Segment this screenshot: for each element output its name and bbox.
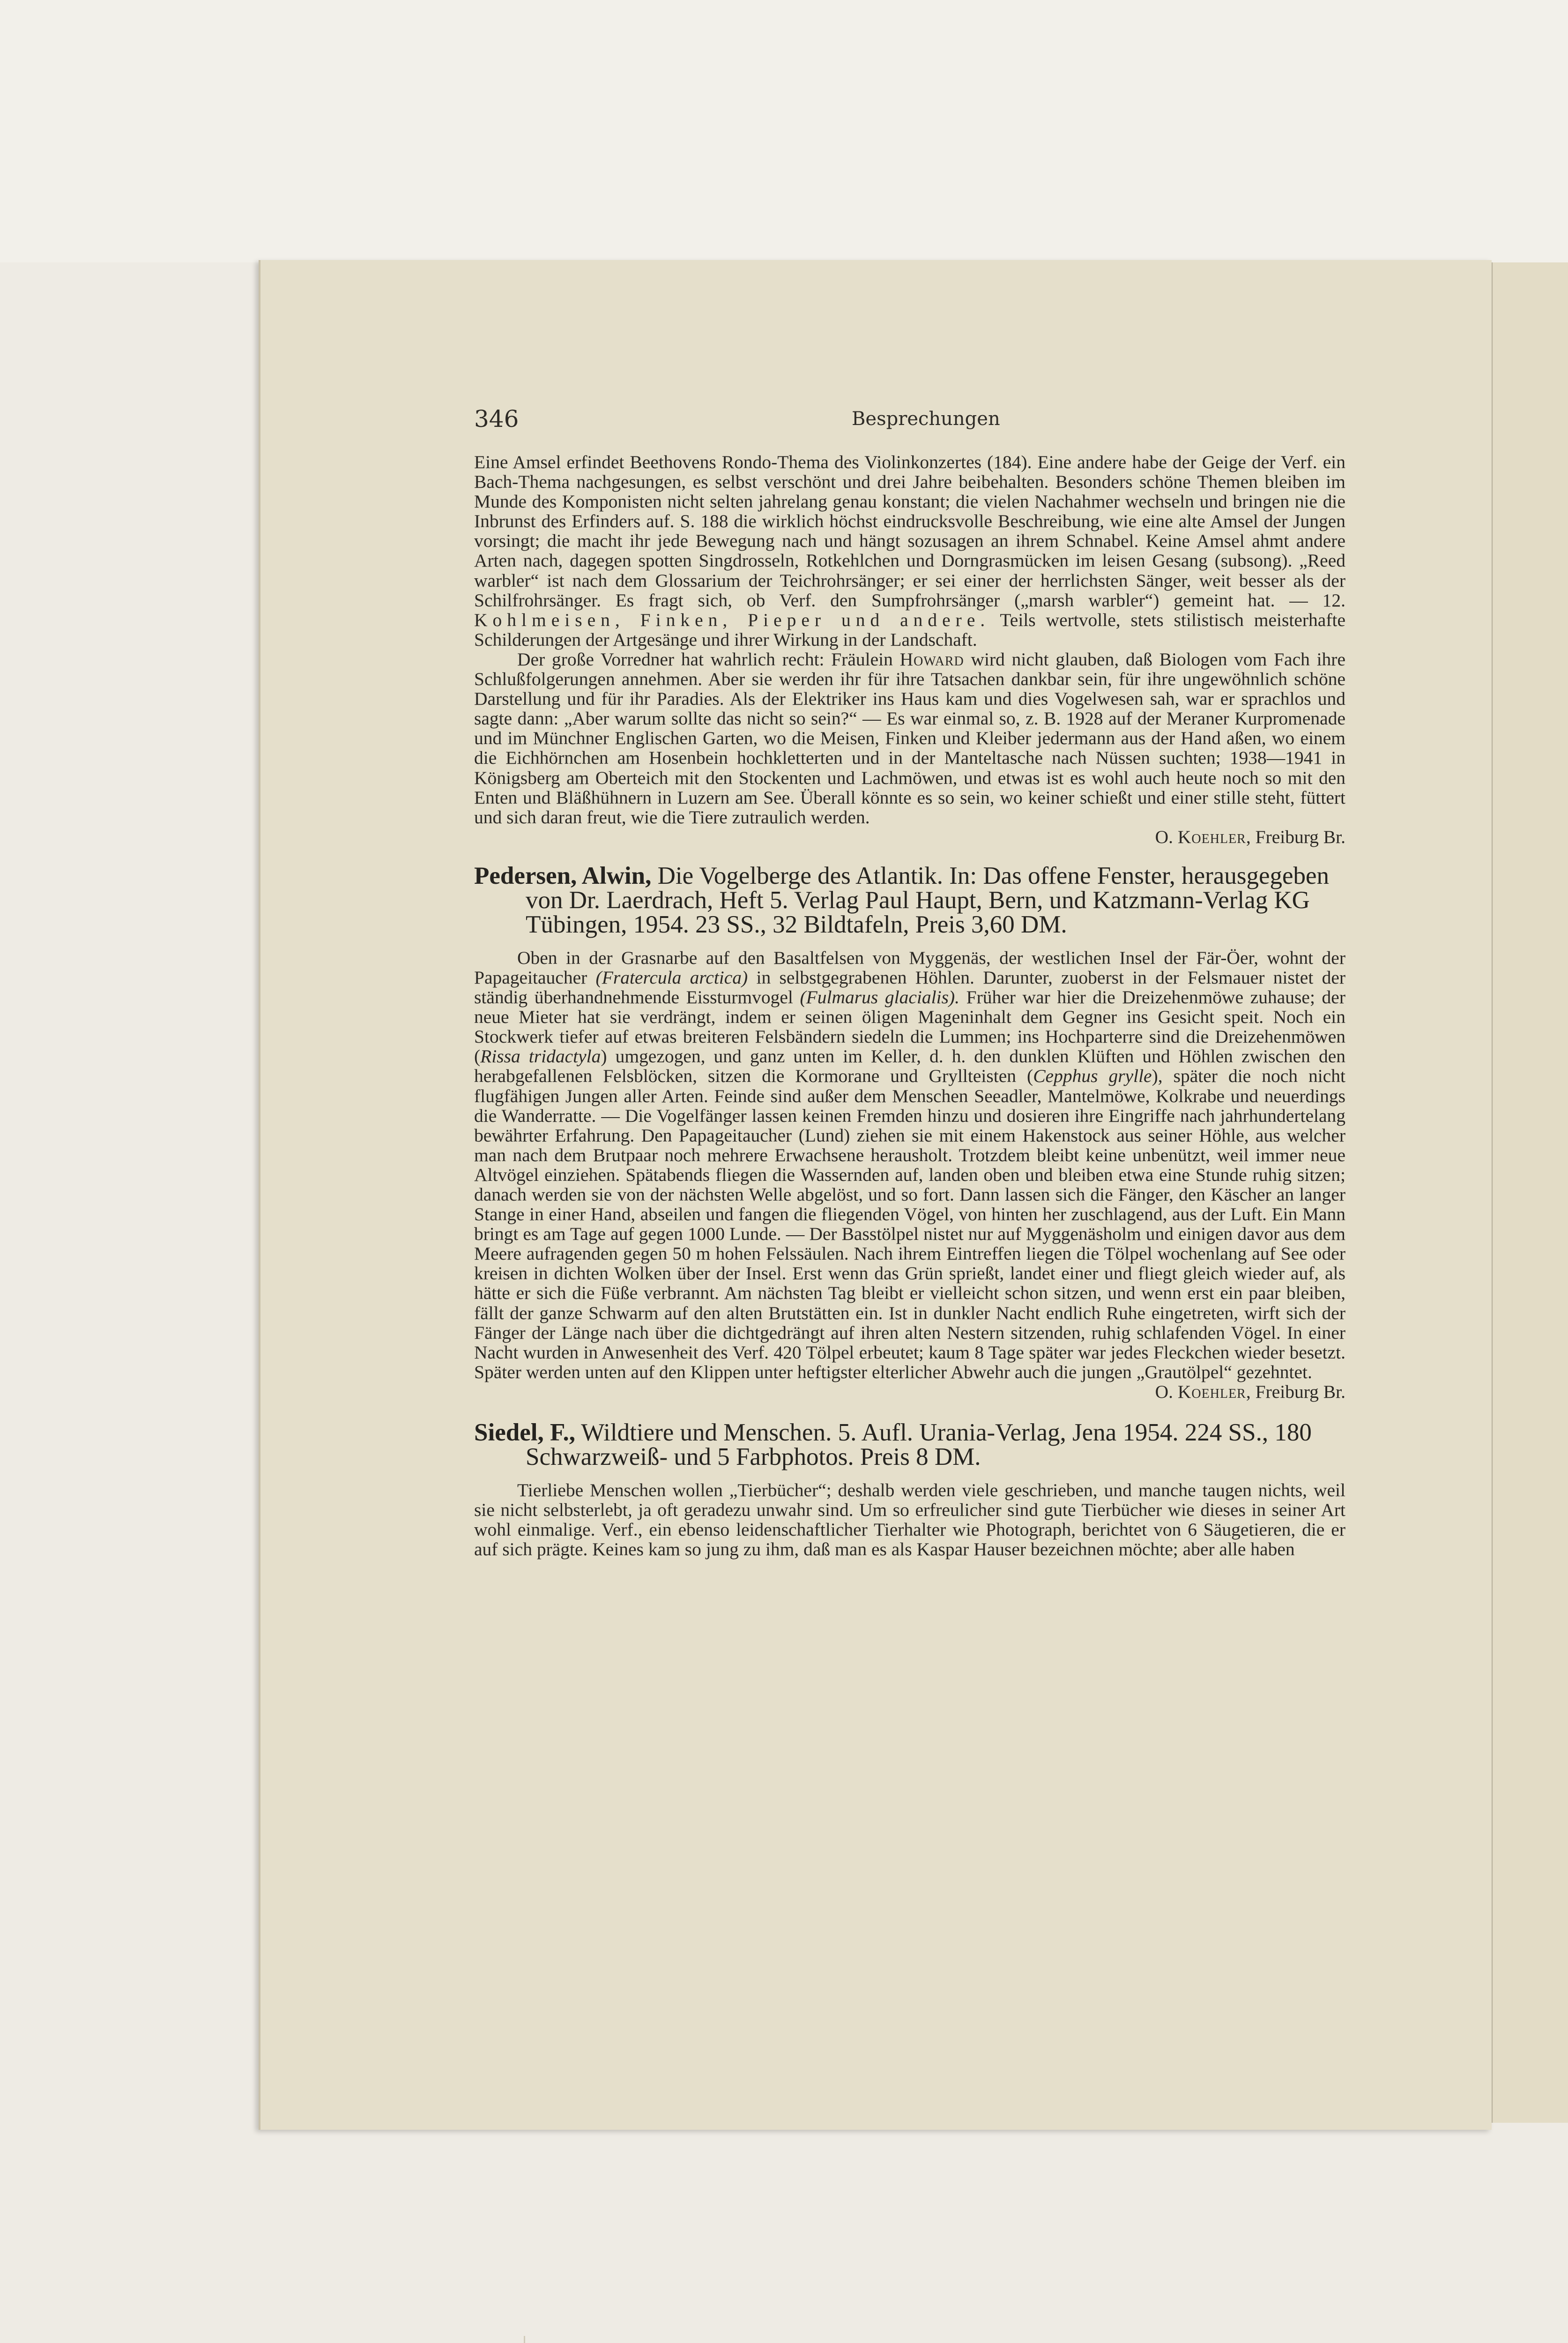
review3-author: Siedel, F., [474,1419,575,1447]
text-run: Der große Vorredner hat wahrlich recht: Fräulein [517,649,900,670]
reviewer-place: , Freiburg Br. [1246,826,1345,847]
text-run: ), später die noch nicht flugfähigen Jungen aller Arten. Feinde sind außer dem Menschen Seeadler, Mantelmöwe, Kolkrabe und neuerdings die Wanderratte. — Die Vogelfänger lassen keinen Fremden hinzu und dosieren ihre Eingriffe nach jahrhundertelang bewährter Erfahrung. Den Papageitaucher (Lund) ziehen sie mit einem Hakenstock aus seiner Höhle, aus welcher man nach dem Brutpaar noch mehrere Erwachsene herausholt. Trotzdem bleibt keine unbenützt, weil immer neue Altvögel einziehen. Spätabends fliegen die Wassernden auf, landen oben und bleiben etwa eine Stunde ruhig sitzen; danach werden sie von der nächsten Welle abgelöst, und so fort. Dann lassen sich die Fänger, den Käscher an langer Stange in einer Hand, abseilen und fangen die fliegenden Vögel, von hinten her zuschlagend, aus der Luft. Ein Mann bringt es am Tage auf gegen 1000 Lunde. — Der Basstölpel nistet nur auf Myggenäsholm und einigen davor aus dem Meere aufragenden gegen 50 m hohen Felssäulen. Nach ihrem Eintreffen liegen die Tölpel wochenlang auf See oder kreisen in dichten Wolken über der Insel. Erst wenn das Grün sprießt, landet einer und fliegt gleich wieder auf, als hätte er sich die Füße verbrannt. Am nächsten Tag bleibt er vielleicht schon sitzen, und wenn erst ein paar bleiben, fällt der ganze Schwarm auf den alten Brutstätten ein. Ist in dunkler Nacht endlich Ruhe eingetreten, wirft sich der Fänger der Länge nach über die dichtgedrängt auf ihren alten Nestern sitzenden, ruhig schlafenden Vögel. In einer Nacht wurden in Anwesenheit des Verf. 420 Tölpel erbeutet; kaum 8 Tage später war jedes Fleckchen wieder besetzt. Später werden unten auf den Klippen unter heftigster elterlicher Abwehr auch die jungen „Grautölpel“ gezehntet. [474,1066,1345,1382]
review2-author: Pedersen, Alwin, [474,862,652,889]
text-run: ) umgezogen, und ganz unten im Keller, d. h. den dunklen Klüften und Höhlen zwischen den herabgefallenen Felsblöcken, sitzen die Kormorane und Gryllteisten ( [474,1046,1345,1087]
species-name: Cepphus grylle [1033,1066,1152,1087]
text-run: Eine Amsel erfindet Beethovens Rondo-Thema des Violinkonzertes (184). Eine andere habe der Geige der Verf. ein Bach-Thema nachgesungen, es selbst verschönt und drei Jahre beibehalten. Besonders schöne Themen bleiben im Munde des Komponisten nicht selten jahrelang genau konstant; die vielen Nachahmer wechseln und bringen nie die Inbrunst des Erfinders auf. S. 188 die wirklich höchst eindrucksvolle Beschreibung, wie eine alte Amsel der Jungen vorsingt; die macht ihr jede Bewegung nach und hängt sozusagen an ihrem Schnabel. Keine Amsel ahmt andere Arten nach, dagegen spotten Singdrosseln, Rotkehlchen und Dorngrasmücken im leisen Gesang (subsong). „Reed warbler“ ist nach dem Glossarium der Teichrohrsänger; er sei einer der herrlichsten Sänger, weit besser als der Schilfrohrsänger. Es fragt sich, ob Verf. den Sumpfrohrsänger („marsh warbler“) gemeint hat. — 12. [474,452,1345,611]
author-name: Howard [899,649,964,670]
review3-heading [474,1420,1345,1469]
facing-page-edge [1490,262,1568,2123]
review3-body: Tierliebe Menschen wollen „Tierbücher“; deshalb werden viele geschrieben, und manche taugen nichts, weil sie nicht selbsterlebt, ja oft geradezu unwahr sind. Um so erfreulicher sind gute Tierbücher wie dieses in seiner Art wohl einmalige. Verf., ein ebenso leidenschaftlicher Tierhalter wie Photograph, berichtet von 6 Säugetieren, die er auf sich prägte. Keines kam so jung zu ihm, daß man es als Kaspar Hauser bezeichnen möchte; aber alle haben [474,1480,1345,1560]
review1-paragraph-1 [474,452,1345,649]
reviewer-place: , Freiburg Br. [1246,1381,1345,1402]
review2-heading [474,864,1345,937]
species-name: (Fulmarus glacialis). [800,987,959,1008]
species-name: (Fratercula arctica) [595,967,748,988]
text-run: Teils wertvolle, stets stilistisch meisterhafte Schilderungen der Artgesänge und ihrer Wirkung in der Landschaft. [474,609,1345,650]
review2-body [474,948,1345,1382]
reviewer-signature-1 [474,827,1345,847]
text-run: Früher war hier die Dreizehenmöwe zuhause; der neue Mieter hat sie verdrängt, indem er seinen öligen Mageninhalt dem Gegner ins Gesicht speit. Noch ein Stockwerk tiefer auf etwas breiteren Felsbändern siedeln die Lummen; ins Hochparterre sind die Dreizehenmöwen ( [474,987,1345,1067]
page-body [474,452,1345,1559]
review3-title: Wildtiere und Menschen. 5. Aufl. Urania-Verlag, Jena 1954. 224 SS., 180 Schwarzweiß- und 5 Farbphotos. Preis 8 DM. [526,1419,1312,1471]
scan-backdrop [0,0,1568,262]
text-run: O. [1155,826,1178,847]
page-corner-crease [524,2336,567,2343]
review2-title: Die Vogelberge des Atlantik. In: Das offene Fenster, herausgegeben von Dr. Laerdrach, Heft 5. Verlag Paul Haupt, Bern, und Katzmann-Verlag KG Tübingen, 1954. 23 SS., 32 Bildtafeln, Preis 3,60 DM. [526,862,1330,938]
review1-paragraph-2 [474,649,1345,827]
spaced-heading: Kohlmeisen, Finken, Pieper und andere. [474,609,990,630]
reviewer-name: Koehler [1177,1381,1246,1402]
running-head: Besprechungen [852,408,1000,430]
book-page [259,260,1492,2130]
reviewer-name: Koehler [1177,826,1246,847]
text-run: O. [1155,1381,1178,1402]
text-run: Oben in der Grasnarbe auf den Basaltfelsen von Myggenäs, der westlichen Insel der Fär-Öer, wohnt der Papageitaucher [474,947,1345,988]
species-name: Rissa tridactyla [480,1046,601,1067]
page-header [474,405,1224,448]
text-run: wird nicht glauben, daß Biologen vom Fach ihre Schlußfolgerungen annehmen. Aber sie werden ihr für ihre Tatsachen dankbar sein, für ihre ungewöhnlich schöne Darstellung und für ihr Paradies. Als der Elektriker ins Haus kam und dies Vogelwesen sah, war er sprachlos und sagte dann: „Aber warum sollte das nicht so sein?“ — Es war einmal so, z. B. 1928 auf der Meraner Kurpromenade und im Münchner Englischen Garten, wo die Meisen, Finken und Kleiber jedermann aus der Hand aßen, wo einem die Eichhörnchen am Hosenbein hochkletterten und in der Manteltasche nach Nüssen suchten; 1938—1941 in Königsberg am Oberteich mit den Stockenten und Lachmöwen, und etwas ist es wohl auch heute noch so mit den Enten und Bläßhühnern in Luzern am See. Überall könnte es so sein, wo keiner schießt und einer stille steht, füttert und sich daran freut, wie die Tiere zutraulich werden. [474,649,1345,828]
page-number: 346 [474,405,519,433]
reviewer-signature-2 [474,1382,1345,1402]
text-run: in selbstgegrabenen Höhlen. Darunter, zuoberst in der Felsmauer nistet der ständig überhandnehmende Eissturmvogel [474,967,1346,1008]
